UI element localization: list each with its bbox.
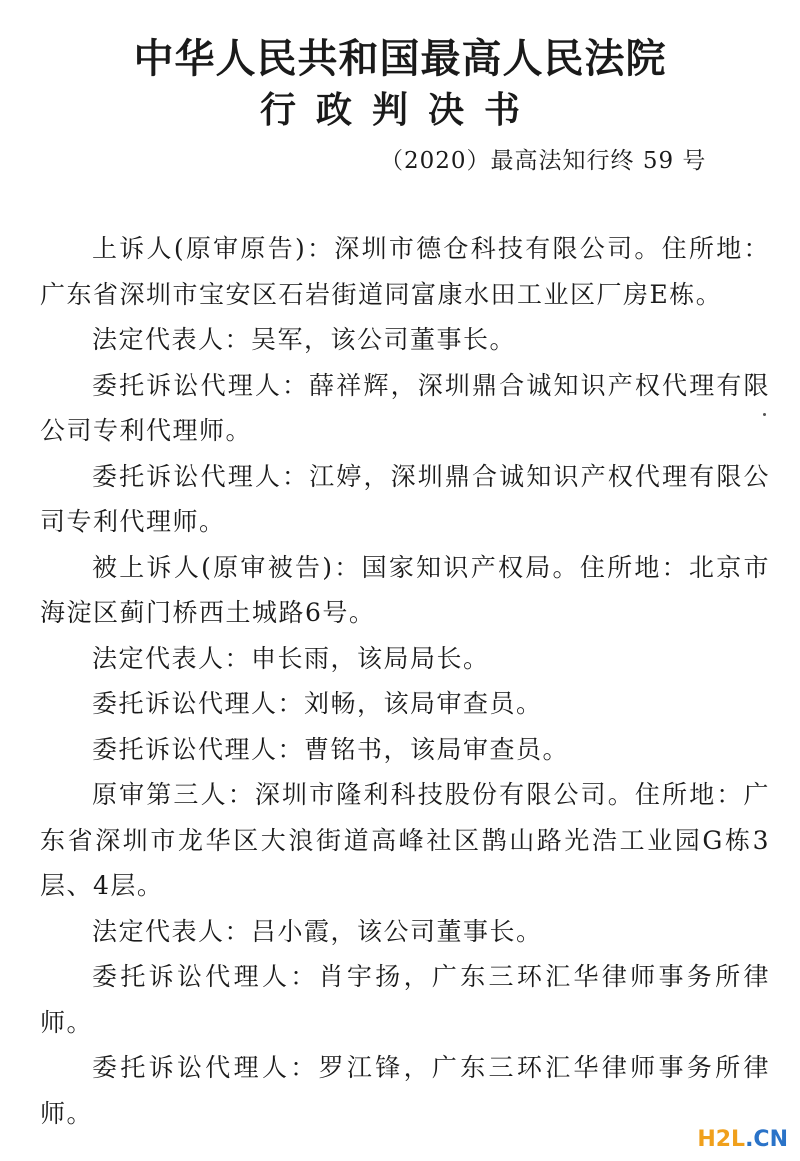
watermark-part-h2: H2 xyxy=(697,1127,732,1152)
paragraph-third-party-agent-1: 委托诉讼代理人：肖宇扬，广东三环汇华律师事务所律师。 xyxy=(40,962,770,1037)
paragraph-appellant-legal-rep: 法定代表人：吴军，该公司董事长。 xyxy=(92,325,517,354)
scan-speck xyxy=(763,413,766,416)
paragraph-appellee-agent-1: 委托诉讼代理人：刘畅，该局审查员。 xyxy=(92,689,543,718)
document-type-heading: 行政判决书 xyxy=(259,89,540,131)
paragraph-third-party-agent-2: 委托诉讼代理人：罗江锋，广东三环汇华律师事务所律师。 xyxy=(40,1053,770,1128)
judgment-body xyxy=(40,226,770,1136)
paragraph-appellant-agent-2: 委托诉讼代理人：江婷，深圳鼎合诚知识产权代理有限公司专利代理师。 xyxy=(40,461,770,536)
paragraph-third-party-legal-rep: 法定代表人：吕小霞，该公司董事长。 xyxy=(92,916,543,946)
paragraph-appellee-agent-2: 委托诉讼代理人：曹铭书，该局审查员。 xyxy=(92,734,570,764)
watermark-part-l: L xyxy=(731,1127,746,1152)
paragraph-third-party: 原审第三人：深圳市隆利科技股份有限公司。住所地：广东省深圳市龙华区大浪街道高峰社区鹊山路光浩工业园G栋3层、4层。 xyxy=(40,780,770,900)
court-name-heading: 中华人民共和国最高人民法院 xyxy=(133,35,667,82)
paragraph-appellee: 被上诉人(原审被告)：国家知识产权局。住所地：北京市海淀区蓟门桥西土城路6号。 xyxy=(40,552,770,627)
paragraph-appellant: 上诉人(原审原告)：深圳市德仓科技有限公司。住所地：广东省深圳市宝安区石岩街道同富康水田工业区厂房E栋。 xyxy=(40,234,770,309)
watermark-part-cn: .CN xyxy=(745,1127,788,1152)
case-number: （2020）最高法知行终 59 号 xyxy=(380,148,707,174)
paragraph-appellant-agent-1: 委托诉讼代理人：薛祥辉，深圳鼎合诚知识产权代理有限公司专利代理师。 xyxy=(40,370,770,445)
paragraph-appellee-legal-rep: 法定代表人：申长雨，该局局长。 xyxy=(92,643,490,673)
h2l-watermark-logo xyxy=(697,1127,788,1153)
